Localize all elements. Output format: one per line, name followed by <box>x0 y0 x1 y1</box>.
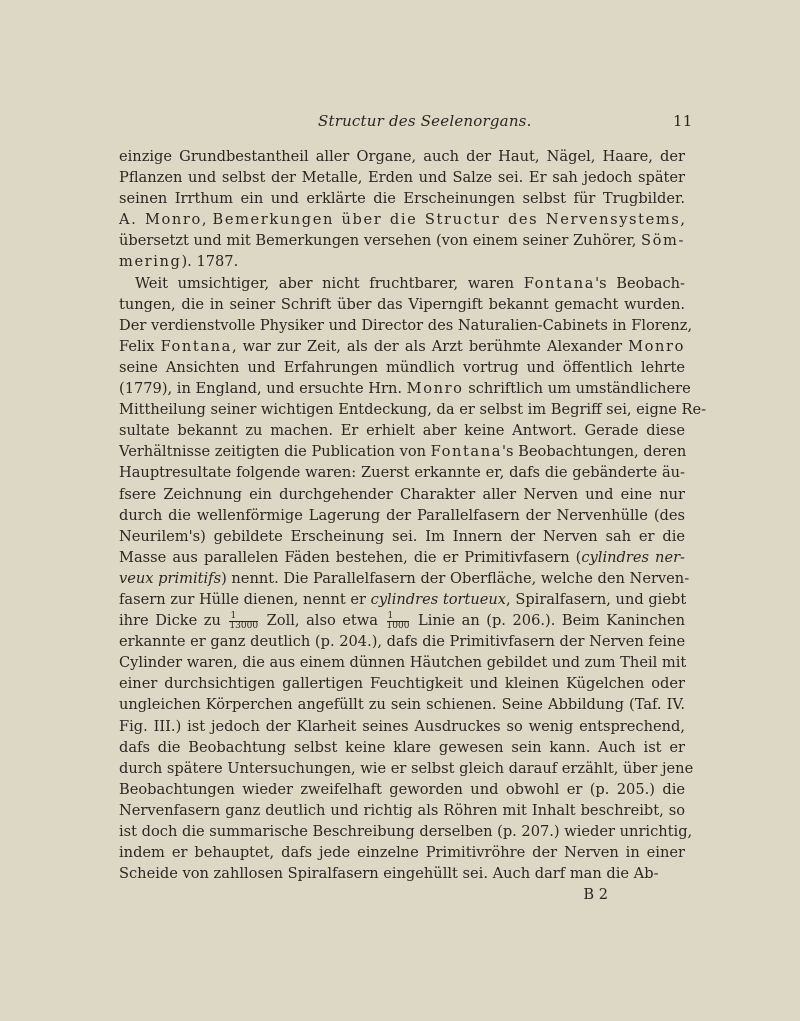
signature-mark: B 2 <box>583 886 608 904</box>
text-line: (1779), in England, und ersuchte Hrn. Monro schriftlich um umständlichere <box>119 380 691 398</box>
text-line: einer durchsichtigen gallertigen Feuchtigkeit und kleinen Kügelchen oder <box>119 675 685 693</box>
text-line: seinen Irrthum ein und erklärte die Erscheinungen selbst für Trugbilder. <box>119 190 685 208</box>
text-line: fsere Zeichnung ein durchgehender Charakter aller Nerven und eine nur <box>119 485 685 503</box>
text-line: erkannte er ganz deutlich (p. 204.), dafs die Primitivfasern der Nerven feine <box>119 633 686 651</box>
text-line: dafs die Beobachtung selbst keine klare gewesen sein kann. Auch ist er <box>119 738 685 756</box>
running-title: Structur des Seelenorgans. <box>318 112 532 130</box>
text-line: veux primitifs) nennt. Die Parallelfasern der Oberfläche, welche den Nerven- <box>119 569 690 587</box>
text-line: Nervenfasern ganz deutlich und richtig als Röhren mit Inhalt beschreibt, so <box>119 801 685 819</box>
body-text <box>119 146 707 905</box>
text-line: fasern zur Hülle dienen, nennt er cylindres tortueux, Spiralfasern, und giebt <box>119 590 687 608</box>
fraction: $\frac{1}{1000}$ <box>386 610 410 631</box>
text-line: Masse aus parallelen Fäden bestehen, die er Primitivfasern (cylindres ner- <box>119 548 685 566</box>
text-line: Neurilem's) gebildete Erscheinung sei. Im Innern der Nerven sah er die <box>119 527 685 545</box>
text-line: Cylinder waren, die aus einem dünnen Häutchen gebildet und zum Theil mit <box>119 654 687 672</box>
text-line: Verhältnisse zeitigten die Publication von Fontana's Beobachtungen, deren <box>119 443 687 461</box>
text-line: tungen, die in seiner Schrift über das Viperngift bekannt gemacht wurden. <box>119 295 685 313</box>
text-line: Mittheilung seiner wichtigen Entdeckung, da er selbst im Begriff sei, eigne Re- <box>119 401 707 419</box>
text-line: Scheide von zahllosen Spiralfasern eingehüllt sei. Auch darf man die Ab- <box>119 865 659 883</box>
text-line: Der verdienstvolle Physiker und Director des Naturalien-Cabinets in Florenz, <box>119 316 693 334</box>
page-number: 11 <box>673 112 693 130</box>
text-line: durch die wellenförmige Lagerung der Parallelfasern der Nervenhülle (des <box>119 506 685 524</box>
text-line: seine Ansichten und Erfahrungen mündlich vortrug und öffentlich lehrte <box>119 358 685 376</box>
text-line: Pflanzen und selbst der Metalle, Erden und Salze sei. Er sah jedoch später <box>119 169 685 187</box>
text-line: ihre Dicke zu $\frac{1}{13000}$ Zoll, also etwa $\frac{1}{1000}$ Linie an (p. 206.). Beim Kaninchen <box>119 610 685 631</box>
text-line: einzige Grundbestantheil aller Organe, auch der Haut, Nägel, Haare, der <box>119 148 685 165</box>
text-line: ungleichen Körperchen angefüllt zu sein schienen. Seine Abbildung (Taf. IV. <box>119 696 685 714</box>
text-line: übersetzt und mit Bemerkungen versehen (von einem seiner Zuhörer, Söm- <box>119 232 685 250</box>
text-line: sultate bekannt zu machen. Er erhielt aber keine Antwort. Gerade diese <box>119 422 685 440</box>
text-line: Beobachtungen wieder zweifelhaft geworden und obwohl er (p. 205.) die <box>119 780 685 798</box>
text-line: indem er behauptet, dafs jede einzelne Primitivröhre der Nerven in einer <box>119 844 685 862</box>
text-line: Felix Fontana, war zur Zeit, als der als Arzt berühmte Alexander Monro <box>119 337 686 355</box>
text-line: durch spätere Untersuchungen, wie er selbst gleich darauf erzählt, über jene <box>119 759 694 777</box>
text-line: A. Monro, Bemerkungen über die Structur des Nervensystems, <box>119 211 685 229</box>
text-line: mering). 1787. <box>119 253 239 271</box>
text-line: ist doch die summarische Beschreibung derselben (p. 207.) wieder unrichtig, <box>119 823 693 840</box>
text-line: Hauptresultate folgende waren: Zuerst erkannte er, dafs die gebänderte äu- <box>119 464 685 482</box>
fraction: $\frac{1}{13000}$ <box>229 610 259 631</box>
text-line: Weit umsichtiger, aber nicht fruchtbarer, waren Fontana's Beobach- <box>135 274 685 292</box>
text-line: Fig. III.) ist jedoch der Klarheit seines Ausdruckes so wenig entsprechend, <box>119 717 685 735</box>
